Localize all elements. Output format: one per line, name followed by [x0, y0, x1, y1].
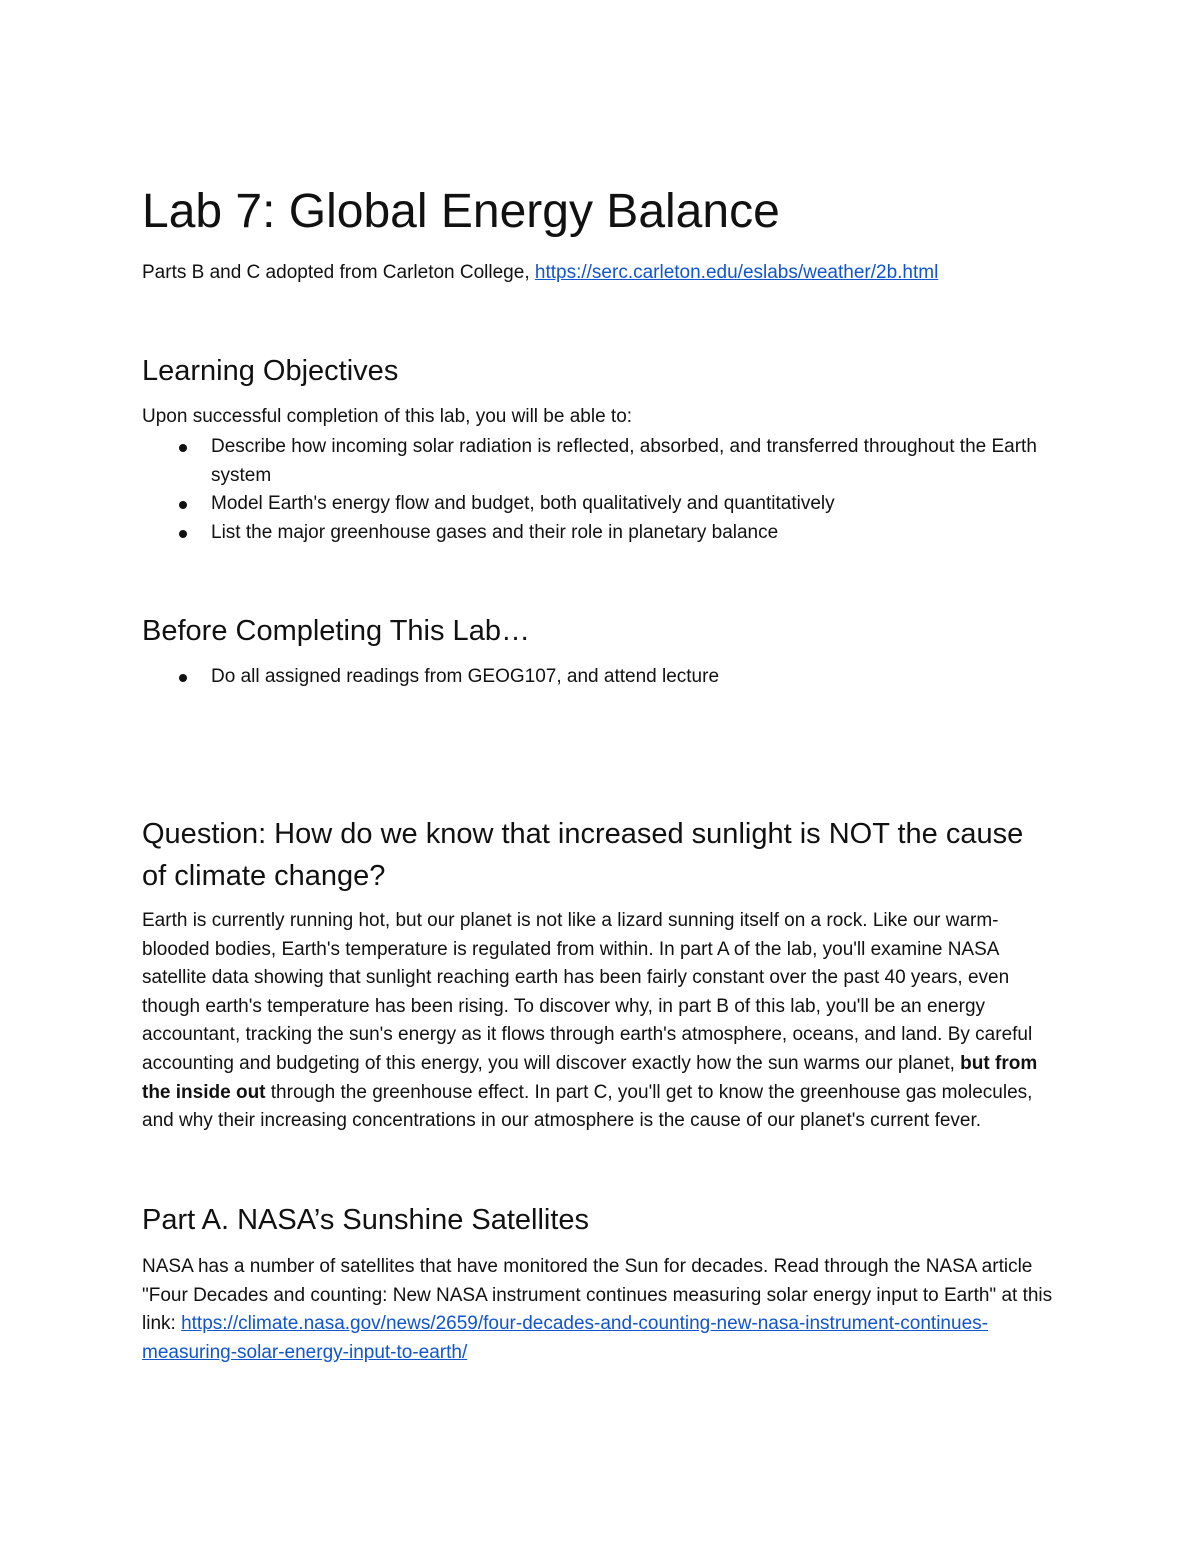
objective-text: List the major greenhouse gases and their role in planetary balance — [211, 521, 779, 543]
objectives-intro: Upon successful completion of this lab, you will be able to: — [142, 406, 633, 427]
document-title: Lab 7: Global Energy Balance — [142, 185, 780, 238]
part-a-heading: Part A. NASA’s Sunshine Satellites — [142, 1204, 590, 1236]
list-item — [142, 433, 1062, 490]
before-item-text: Do all assigned readings from GEOG107, and attend lecture — [211, 666, 720, 687]
before-list — [142, 663, 1062, 692]
learning-objectives-heading: Learning Objectives — [142, 355, 399, 387]
bullet-icon — [179, 530, 187, 538]
carleton-link[interactable]: https://serc.carleton.edu/eslabs/weather/2b.html — [534, 262, 939, 283]
bullet-icon — [179, 501, 187, 509]
bullet-icon — [179, 674, 187, 682]
before-lab-heading: Before Completing This Lab… — [142, 615, 530, 647]
objective-text: Describe how incoming solar radiation is reflected, absorbed, and transferred throughout the Earth system — [211, 436, 1037, 486]
question-body — [142, 907, 1062, 1136]
objectives-list — [142, 433, 1062, 547]
attribution-line — [142, 260, 938, 286]
objective-text: Model Earth's energy flow and budget, both qualitatively and quantitatively — [211, 493, 835, 515]
question-body-emphasis: but from the inside out — [142, 1052, 1038, 1103]
list-item — [142, 519, 1062, 548]
list-item — [142, 490, 1062, 519]
nasa-article-link[interactable]: https://climate.nasa.gov/news/2659/four-decades-and-counting-new-nasa-instrument-continues-measuring-solar-energy-input-to-earth/ — [142, 1313, 988, 1363]
question-heading: Question: How do we know that increased sunlight is NOT the cause of climate change? — [142, 818, 1024, 892]
list-item — [142, 663, 1062, 692]
question-body-text-end: through the greenhouse effect. In part C, you'll get to know the greenhouse gas molecules, and why their increasing concentrations in our atmosphere is the cause of our planet's current fever. — [142, 1081, 1033, 1132]
bullet-icon — [179, 444, 187, 452]
question-body-text: Earth is currently running hot, but our planet is not like a lizard sunning itself on a rock. Like our warm-blooded bodies, Earth's temperature is regulated from within. In part A of the lab, you'll examine NASA satellite data showing that sunlight reaching earth has been fairly constant over the past 40 years, even though earth's temperature has been rising. To discover why, in part B of this lab, you'll be an energy accountant, tracking the sun's energy as it flows through earth's atmosphere, oceans, and land. By careful accounting and budgeting of this energy, you will discover exactly how the sun warms our planet, — [142, 910, 1033, 1074]
part-a-body-text: NASA has a number of satellites that have monitored the Sun for decades. Read through the NASA article "Four Decades and counting: New NASA instrument continues measuring solar energy input to Earth" at this link: — [142, 1256, 1053, 1335]
attribution-text: Parts B and C adopted from Carleton College, — [142, 262, 535, 283]
part-a-body — [142, 1253, 1062, 1367]
